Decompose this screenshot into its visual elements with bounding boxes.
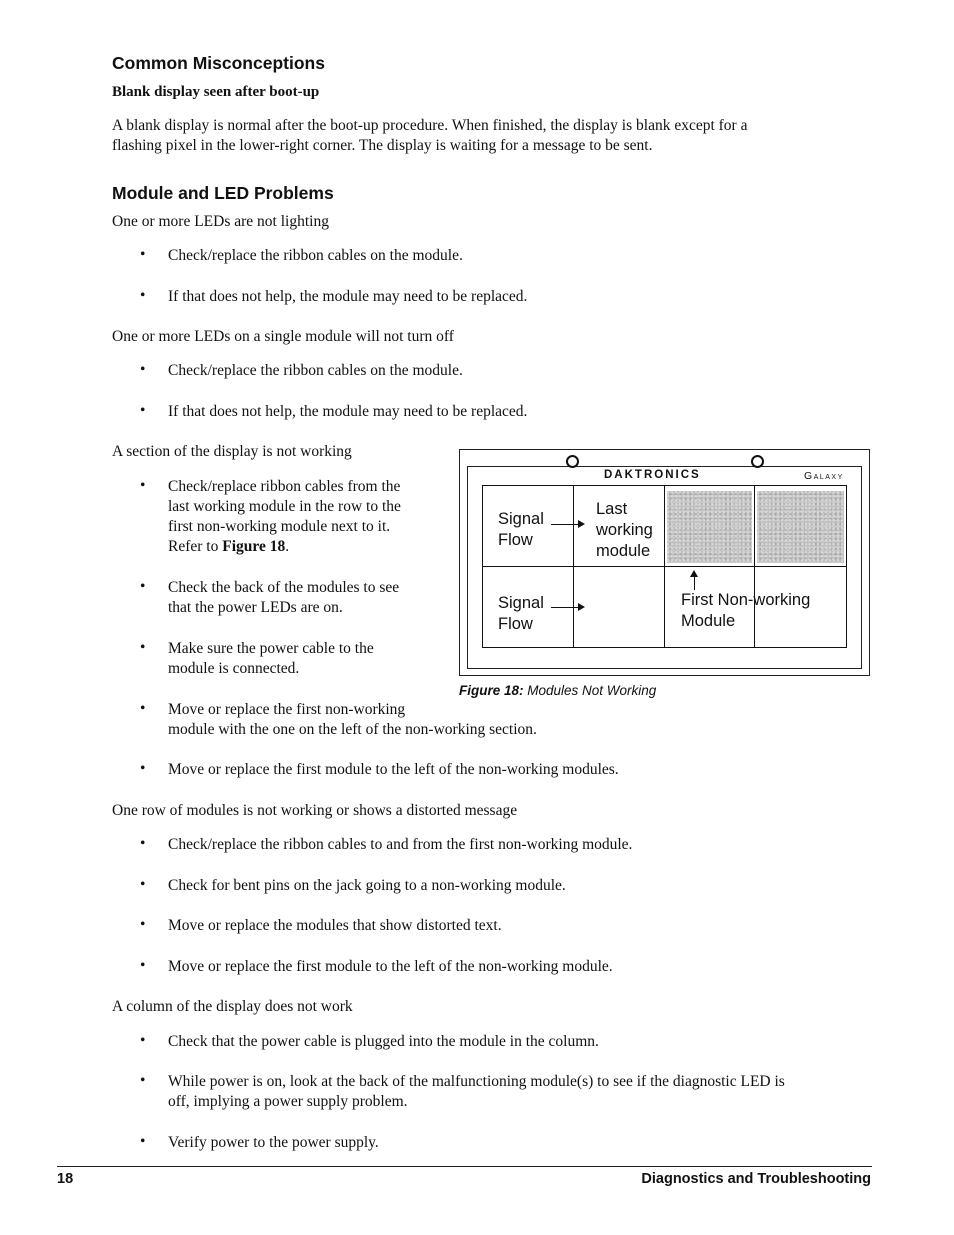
page-number: 18 <box>57 1171 74 1187</box>
bullet-dot: • <box>140 402 146 419</box>
figure-reference-link[interactable]: Figure 18 <box>222 538 286 555</box>
figure-caption: Figure 18: Modules Not Working <box>459 683 657 698</box>
last-working-module-label: Last working module <box>596 500 653 560</box>
list-item: Move or replace the first module to the left of the non-working module. <box>168 958 613 975</box>
footer-rule <box>57 1166 872 1167</box>
arrow-right-icon <box>551 524 579 525</box>
refer-to-text: Refer to <box>168 538 223 555</box>
bullet-dot: • <box>140 876 146 893</box>
list-item: If that does not help, the module may need to be replaced. <box>168 288 528 305</box>
list-item: Check that the power cable is plugged into the module in the column. <box>168 1033 599 1050</box>
heading-common-misconceptions: Common Misconceptions <box>112 53 325 73</box>
module-col-divider <box>573 485 574 648</box>
period-text: . <box>285 538 290 555</box>
nonworking-module-noise <box>667 491 752 563</box>
heading-module-led-problems: Module and LED Problems <box>112 183 334 203</box>
list-item-line: Move or replace the first non-working <box>168 701 406 718</box>
paragraph-blank-display-line1: A blank display is normal after the boot-up procedure. When finished, the display is blank except for a <box>112 117 748 134</box>
list-item-line: last working module in the row to the <box>168 498 401 515</box>
list-item: Check/replace the ribbon cables on the module. <box>168 362 463 379</box>
list-item-line: While power is on, look at the back of the malfunctioning module(s) to see if the diagnostic LED is <box>168 1073 785 1090</box>
bullet-dot: • <box>140 287 146 304</box>
bullet-dot: • <box>140 835 146 852</box>
arrow-right-icon <box>578 603 585 611</box>
list-item-line: module with the one on the left of the non-working section. <box>168 721 537 738</box>
list-item: Check/replace the ribbon cables to and from the first non-working module. <box>168 836 633 853</box>
bullet-dot: • <box>140 1133 146 1150</box>
intro-section-not-working: A section of the display is not working <box>112 443 352 460</box>
list-item-line: that the power LEDs are on. <box>168 599 343 616</box>
intro-leds-not-off: One or more LEDs on a single module will not turn off <box>112 328 454 345</box>
first-nonworking-module-label: First Non-working Module <box>681 591 811 630</box>
module-col-divider <box>664 485 665 648</box>
list-item: Move or replace the first module to the left of the non-working modules. <box>168 761 619 778</box>
signal-flow-label: Signal Flow <box>498 594 544 633</box>
list-item: If that does not help, the module may need to be replaced. <box>168 403 528 420</box>
list-item-line: Make sure the power cable to the <box>168 640 374 657</box>
bullet-dot: • <box>140 639 146 656</box>
list-item-line: first non-working module next to it. <box>168 518 391 535</box>
brand-daktronics: DAKTRONICS <box>604 469 701 481</box>
list-item-line: module is connected. <box>168 660 300 677</box>
paragraph-blank-display-line2: flashing pixel in the lower-right corner. The display is waiting for a message to be sent. <box>112 137 653 154</box>
bullet-dot: • <box>140 957 146 974</box>
list-item: Check for bent pins on the jack going to a non-working module. <box>168 877 566 894</box>
list-item-line: Check/replace ribbon cables from the <box>168 478 401 495</box>
footer-section-title: Diagnostics and Troubleshooting <box>641 1171 871 1187</box>
intro-row-not-working: One row of modules is not working or shows a distorted message <box>112 802 518 819</box>
list-item-line <box>168 537 289 557</box>
mounting-hole-icon <box>566 455 579 468</box>
bullet-dot: • <box>140 477 146 494</box>
signal-flow-label: Signal Flow <box>498 510 544 549</box>
intro-column-not-working: A column of the display does not work <box>112 998 353 1015</box>
subheading-blank-display: Blank display seen after boot-up <box>112 84 320 100</box>
bullet-dot: • <box>140 760 146 777</box>
intro-leds-not-lighting: One or more LEDs are not lighting <box>112 213 329 230</box>
mounting-hole-icon <box>751 455 764 468</box>
list-item-line: Check the back of the modules to see <box>168 579 400 596</box>
arrow-up-icon <box>690 570 698 577</box>
list-item: Verify power to the power supply. <box>168 1134 379 1151</box>
bullet-dot: • <box>140 916 146 933</box>
bullet-dot: • <box>140 1032 146 1049</box>
arrow-right-icon <box>551 607 579 608</box>
arrow-right-icon <box>578 520 585 528</box>
brand-galaxy: Galaxy <box>804 470 844 482</box>
bullet-dot: • <box>140 1072 146 1089</box>
bullet-dot: • <box>140 578 146 595</box>
bullet-dot: • <box>140 361 146 378</box>
bullet-dot: • <box>140 246 146 263</box>
list-item: Check/replace the ribbon cables on the module. <box>168 247 463 264</box>
bullet-dot: • <box>140 700 146 717</box>
list-item: Move or replace the modules that show distorted text. <box>168 917 502 934</box>
list-item-line: off, implying a power supply problem. <box>168 1093 408 1110</box>
nonworking-module-noise <box>757 491 844 563</box>
